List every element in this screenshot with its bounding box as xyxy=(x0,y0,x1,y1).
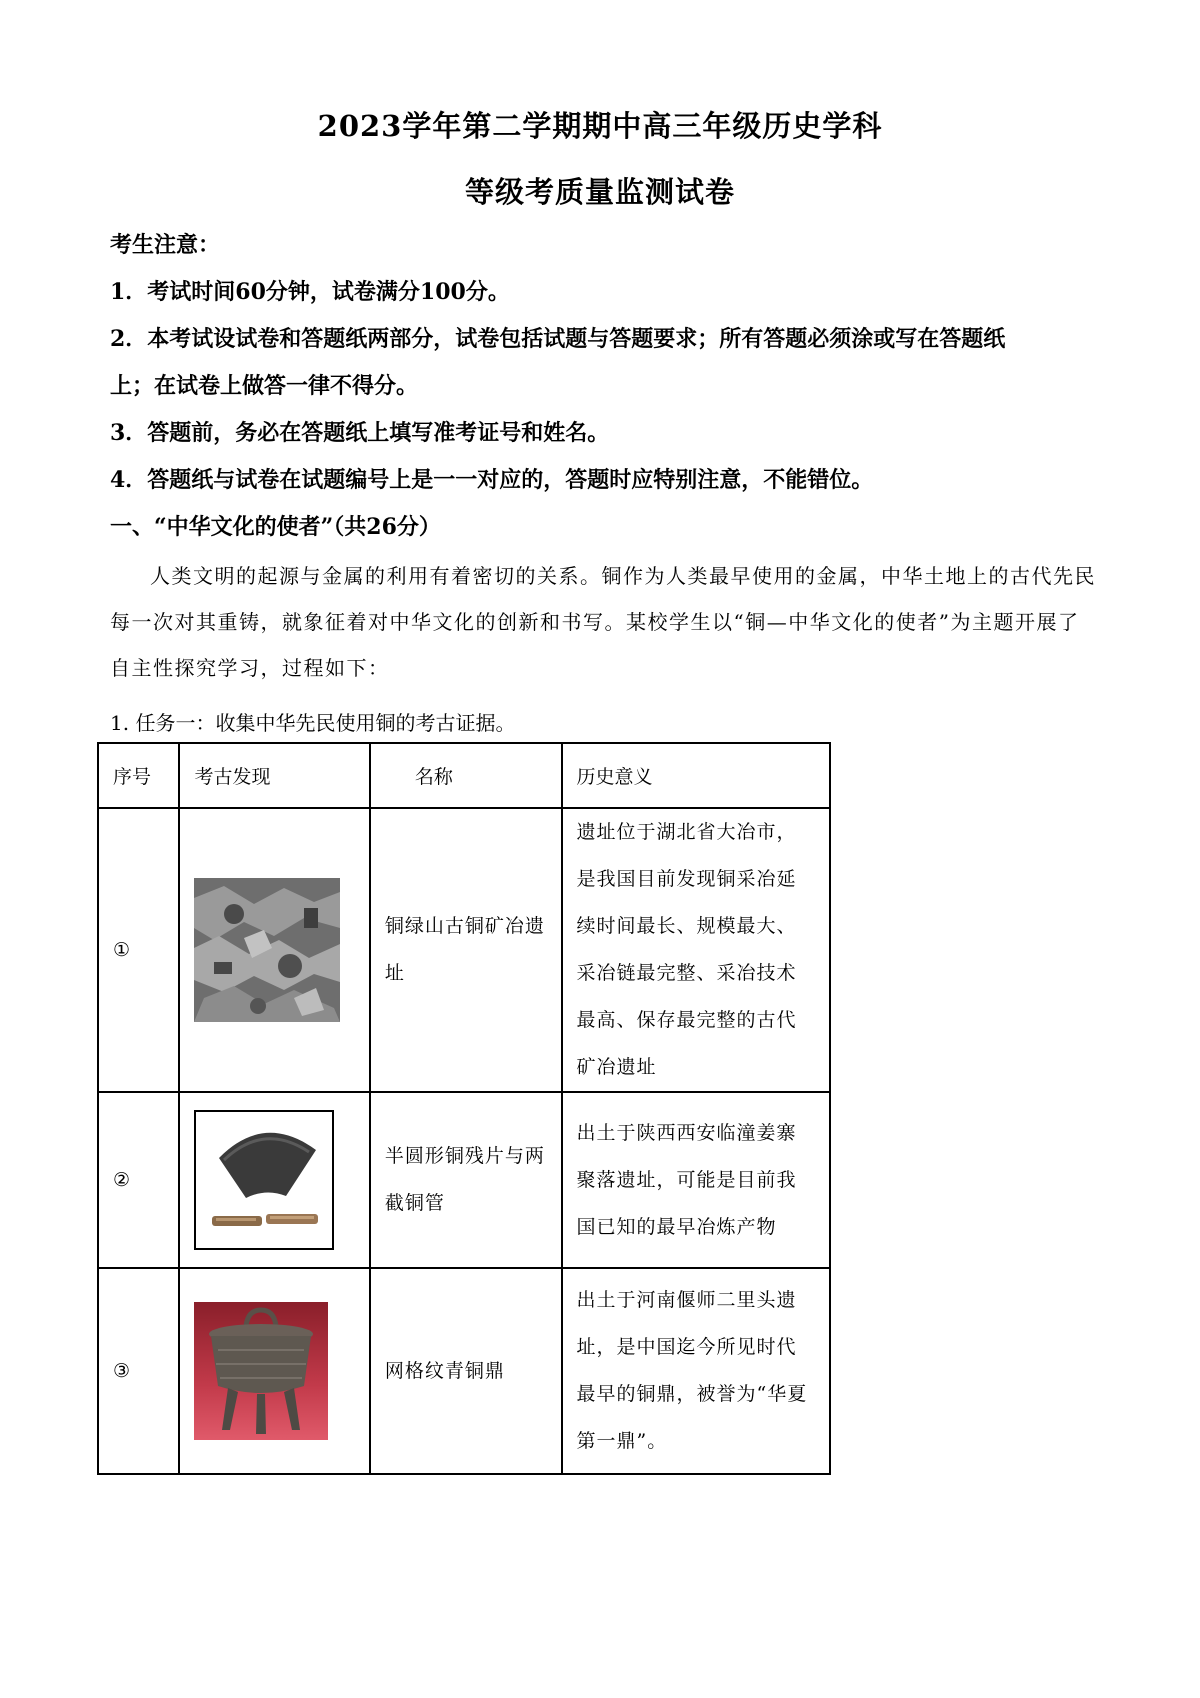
table-row xyxy=(98,1092,830,1268)
notice-item-3: 3．答题前，务必在答题纸上填写准考证号和姓名。 xyxy=(110,420,610,446)
row-image-cell xyxy=(179,1268,369,1474)
row-num: ③ xyxy=(98,1268,179,1474)
section-intro-text: 人类文明的起源与金属的利用有着密切的关系。铜作为人类最早使用的金属，中华土地上的古代先民每一次对其重铸，就象征着对中华文化的创新和书写。某校学生以“铜—中华文化的使者”为主题开展了自主性探究学习，过程如下： xyxy=(110,564,1096,680)
row-name: 铜绿山古铜矿冶遗址 xyxy=(370,808,562,1092)
row-num: ① xyxy=(98,808,179,1092)
exam-title-line1: 2023学年第二学期期中高三年级历史学科 xyxy=(317,109,883,143)
header-finding: 考古发现 xyxy=(179,743,369,808)
bronze-ding-photo xyxy=(194,1302,328,1440)
notice-item-4: 4．答题纸与试卷在试题编号上是一一对应的，答题时应特别注意，不能错位。 xyxy=(110,467,874,493)
row-image-cell xyxy=(179,1092,369,1268)
notice-item-2: 2．本考试设试卷和答题纸两部分，试卷包括试题与答题要求；所有答题必须涂或写在答题纸 xyxy=(110,326,1006,352)
notice-item-1: 1．考试时间60分钟，试卷满分100分。 xyxy=(110,279,510,305)
row-meaning: 出土于陕西西安临潼姜寨聚落遗址，可能是目前我国已知的最早冶炼产物 xyxy=(562,1092,830,1268)
notice-heading: 考生注意： xyxy=(110,232,221,258)
row-num: ② xyxy=(98,1092,179,1268)
section-intro xyxy=(110,553,1096,691)
row-image-cell xyxy=(179,808,369,1092)
row-name: 网格纹青铜鼎 xyxy=(370,1268,562,1474)
archaeology-table xyxy=(97,742,831,1475)
header-num: 序号 xyxy=(98,743,179,808)
task-one: 1. 任务一：收集中华先民使用铜的考古证据。 xyxy=(110,711,516,735)
row-meaning: 出土于河南偃师二里头遗址，是中国迄今所见时代最早的铜鼎，被誉为“华夏第一鼎”。 xyxy=(562,1268,830,1474)
header-name: 名称 xyxy=(370,743,562,808)
table-row xyxy=(98,1268,830,1474)
notice-item-2-cont: 上；在试卷上做答一律不得分。 xyxy=(110,373,419,399)
row-meaning: 遗址位于湖北省大冶市，是我国目前发现铜采冶延续时间最长、规模最大、采冶链最完整、采冶技术最高、保存最完整的古代矿冶遗址 xyxy=(562,808,830,1092)
row-name: 半圆形铜残片与两截铜管 xyxy=(370,1092,562,1268)
copper-fragment-photo xyxy=(194,1110,334,1250)
section-heading: 一、“中华文化的使者”（共26分） xyxy=(110,514,441,540)
table-row xyxy=(98,808,830,1092)
exam-title-line2: 等级考质量监测试卷 xyxy=(464,175,735,209)
table-header-row xyxy=(98,743,830,808)
header-meaning: 历史意义 xyxy=(562,743,830,808)
mine-site-photo xyxy=(194,878,340,1022)
